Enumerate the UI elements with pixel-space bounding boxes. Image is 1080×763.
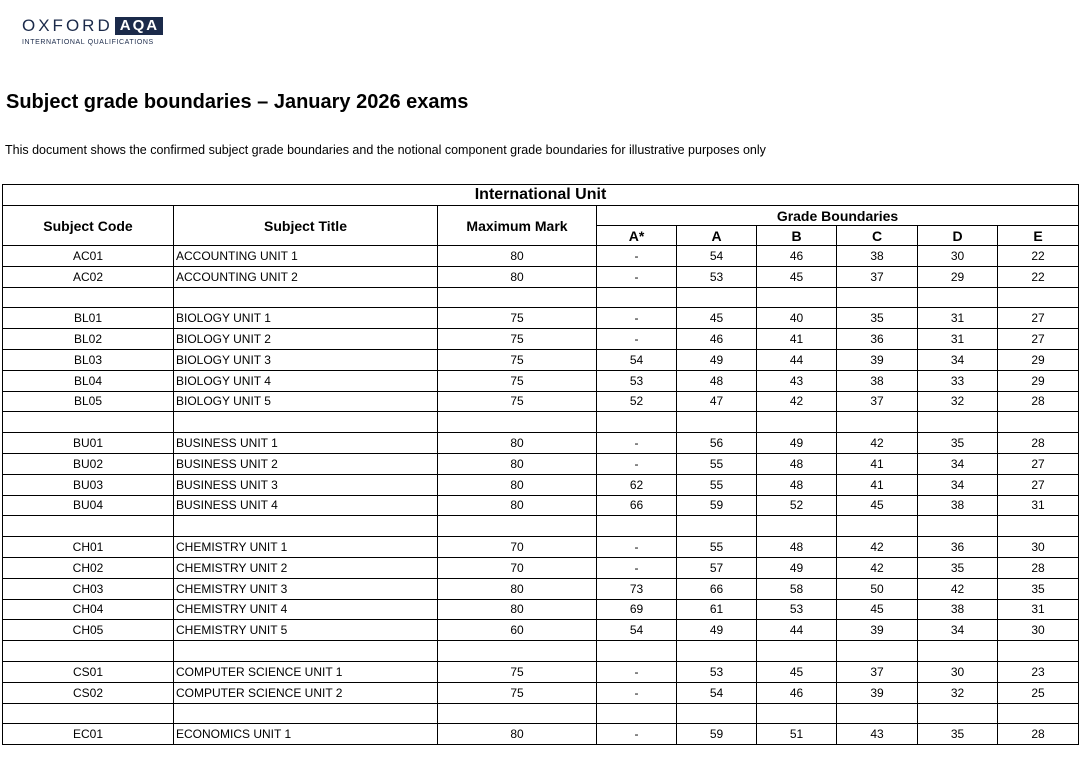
table-row: [3, 661, 1079, 682]
subject-title-cell: BIOLOGY UNIT 3: [174, 349, 438, 370]
grade-a-cell: 66: [677, 578, 757, 599]
empty-cell: [757, 516, 837, 537]
grade-c-cell: 39: [837, 349, 918, 370]
document-title: Subject grade boundaries – January 2026 exams: [6, 91, 469, 113]
subject-title-cell: BUSINESS UNIT 2: [174, 453, 438, 474]
grade-a-star-cell: 53: [597, 370, 677, 391]
grade-e-cell: 27: [998, 329, 1079, 350]
subject-title-cell: BUSINESS UNIT 1: [174, 433, 438, 454]
empty-cell: [918, 641, 998, 662]
empty-cell: [3, 412, 174, 433]
grade-a-cell: 54: [677, 682, 757, 703]
grade-d-cell: 33: [918, 370, 998, 391]
grade-d-cell: 34: [918, 349, 998, 370]
header-grade-e: E: [998, 226, 1079, 246]
subject-code-cell: BU03: [3, 474, 174, 495]
grade-a-cell: 45: [677, 308, 757, 329]
grade-d-cell: 34: [918, 474, 998, 495]
header-subject-code: Subject Code: [3, 206, 174, 246]
empty-cell: [757, 287, 837, 308]
header-grade-a: A: [677, 226, 757, 246]
grade-a-star-cell: -: [597, 308, 677, 329]
grade-a-cell: 47: [677, 391, 757, 412]
subject-code-cell: CS02: [3, 682, 174, 703]
maximum-mark-cell: 80: [438, 474, 597, 495]
grade-c-cell: 42: [837, 557, 918, 578]
grade-a-star-cell: 69: [597, 599, 677, 620]
grade-c-cell: 42: [837, 433, 918, 454]
grade-d-cell: 31: [918, 329, 998, 350]
empty-cell: [998, 516, 1079, 537]
subject-title-cell: CHEMISTRY UNIT 3: [174, 578, 438, 599]
table-section-title: International Unit: [3, 185, 1079, 206]
grade-e-cell: 29: [998, 349, 1079, 370]
grade-d-cell: 35: [918, 557, 998, 578]
grade-b-cell: 46: [757, 246, 837, 267]
empty-cell: [677, 287, 757, 308]
subject-title-cell: BIOLOGY UNIT 5: [174, 391, 438, 412]
empty-cell: [757, 703, 837, 724]
empty-cell: [998, 287, 1079, 308]
grade-d-cell: 30: [918, 246, 998, 267]
empty-cell: [174, 641, 438, 662]
table-row: [3, 474, 1079, 495]
grade-d-cell: 32: [918, 682, 998, 703]
grade-a-cell: 55: [677, 474, 757, 495]
table-body: [3, 246, 1079, 745]
grade-e-cell: 29: [998, 370, 1079, 391]
grade-b-cell: 44: [757, 349, 837, 370]
table-row: [3, 599, 1079, 620]
grade-a-cell: 46: [677, 329, 757, 350]
empty-cell: [757, 412, 837, 433]
subject-title-cell: BUSINESS UNIT 4: [174, 495, 438, 516]
maximum-mark-cell: 75: [438, 370, 597, 391]
grade-e-cell: 27: [998, 474, 1079, 495]
document-intro: This document shows the confirmed subject grade boundaries and the notional component grade boundaries for illustrative purposes only: [5, 143, 766, 157]
spacer-row: [3, 641, 1079, 662]
table-row: [3, 349, 1079, 370]
grade-a-cell: 55: [677, 537, 757, 558]
empty-cell: [677, 641, 757, 662]
maximum-mark-cell: 80: [438, 453, 597, 474]
table-row: [3, 266, 1079, 287]
grade-b-cell: 40: [757, 308, 837, 329]
maximum-mark-cell: 80: [438, 266, 597, 287]
grade-d-cell: 35: [918, 724, 998, 745]
empty-cell: [837, 287, 918, 308]
grade-a-cell: 61: [677, 599, 757, 620]
subject-title-cell: CHEMISTRY UNIT 1: [174, 537, 438, 558]
empty-cell: [597, 412, 677, 433]
table-row: [3, 329, 1079, 350]
empty-cell: [757, 641, 837, 662]
grade-b-cell: 45: [757, 266, 837, 287]
grade-a-cell: 49: [677, 349, 757, 370]
maximum-mark-cell: 80: [438, 578, 597, 599]
grade-c-cell: 43: [837, 724, 918, 745]
grade-b-cell: 51: [757, 724, 837, 745]
maximum-mark-cell: 70: [438, 537, 597, 558]
grade-e-cell: 30: [998, 620, 1079, 641]
grade-e-cell: 31: [998, 599, 1079, 620]
grade-c-cell: 42: [837, 537, 918, 558]
grade-b-cell: 41: [757, 329, 837, 350]
subject-title-cell: ACCOUNTING UNIT 2: [174, 266, 438, 287]
grade-b-cell: 43: [757, 370, 837, 391]
table-row: [3, 433, 1079, 454]
header-maximum-mark: Maximum Mark: [438, 206, 597, 246]
grade-b-cell: 45: [757, 661, 837, 682]
empty-cell: [837, 641, 918, 662]
maximum-mark-cell: 75: [438, 391, 597, 412]
empty-cell: [918, 703, 998, 724]
logo-aqa-text: AQA: [115, 17, 163, 35]
grade-c-cell: 39: [837, 682, 918, 703]
subject-code-cell: CH01: [3, 537, 174, 558]
subject-title-cell: CHEMISTRY UNIT 4: [174, 599, 438, 620]
table-row: [3, 724, 1079, 745]
grade-b-cell: 48: [757, 453, 837, 474]
subject-code-cell: CH04: [3, 599, 174, 620]
subject-title-cell: CHEMISTRY UNIT 5: [174, 620, 438, 641]
grade-b-cell: 58: [757, 578, 837, 599]
subject-title-cell: COMPUTER SCIENCE UNIT 1: [174, 661, 438, 682]
grade-e-cell: 27: [998, 453, 1079, 474]
subject-code-cell: BU04: [3, 495, 174, 516]
grade-a-star-cell: 62: [597, 474, 677, 495]
grade-a-cell: 56: [677, 433, 757, 454]
spacer-row: [3, 412, 1079, 433]
subject-code-cell: BL01: [3, 308, 174, 329]
grade-b-cell: 48: [757, 537, 837, 558]
empty-cell: [438, 287, 597, 308]
empty-cell: [174, 287, 438, 308]
table-row: [3, 391, 1079, 412]
grade-e-cell: 28: [998, 724, 1079, 745]
grade-a-star-cell: 73: [597, 578, 677, 599]
grade-a-star-cell: 52: [597, 391, 677, 412]
grade-c-cell: 45: [837, 495, 918, 516]
grade-d-cell: 38: [918, 599, 998, 620]
grade-a-star-cell: -: [597, 682, 677, 703]
empty-cell: [174, 412, 438, 433]
subject-code-cell: BL03: [3, 349, 174, 370]
table-row: [3, 308, 1079, 329]
table-row: [3, 453, 1079, 474]
table-row: [3, 682, 1079, 703]
subject-title-cell: BIOLOGY UNIT 2: [174, 329, 438, 350]
grade-b-cell: 49: [757, 557, 837, 578]
empty-cell: [918, 287, 998, 308]
grade-a-star-cell: -: [597, 453, 677, 474]
subject-title-cell: CHEMISTRY UNIT 2: [174, 557, 438, 578]
empty-cell: [837, 516, 918, 537]
grade-d-cell: 30: [918, 661, 998, 682]
subject-code-cell: CH03: [3, 578, 174, 599]
grade-a-cell: 53: [677, 661, 757, 682]
maximum-mark-cell: 75: [438, 329, 597, 350]
grade-b-cell: 52: [757, 495, 837, 516]
table-row: [3, 537, 1079, 558]
grade-c-cell: 39: [837, 620, 918, 641]
grade-d-cell: 32: [918, 391, 998, 412]
empty-cell: [438, 412, 597, 433]
maximum-mark-cell: 70: [438, 557, 597, 578]
grade-d-cell: 38: [918, 495, 998, 516]
grade-a-star-cell: -: [597, 537, 677, 558]
empty-cell: [597, 703, 677, 724]
spacer-row: [3, 516, 1079, 537]
grade-a-cell: 59: [677, 495, 757, 516]
maximum-mark-cell: 80: [438, 433, 597, 454]
grade-a-star-cell: 54: [597, 349, 677, 370]
grade-e-cell: 30: [998, 537, 1079, 558]
empty-cell: [438, 516, 597, 537]
grade-a-cell: 48: [677, 370, 757, 391]
empty-cell: [677, 703, 757, 724]
grade-boundaries-table: [2, 184, 1079, 745]
subject-code-cell: CH05: [3, 620, 174, 641]
table-row: [3, 557, 1079, 578]
grade-c-cell: 37: [837, 391, 918, 412]
maximum-mark-cell: 80: [438, 724, 597, 745]
grade-c-cell: 45: [837, 599, 918, 620]
grade-c-cell: 41: [837, 474, 918, 495]
header-grade-c: C: [837, 226, 918, 246]
subject-title-cell: ACCOUNTING UNIT 1: [174, 246, 438, 267]
empty-cell: [918, 412, 998, 433]
table-row: [3, 246, 1079, 267]
grade-d-cell: 31: [918, 308, 998, 329]
grade-a-cell: 55: [677, 453, 757, 474]
grade-c-cell: 38: [837, 246, 918, 267]
maximum-mark-cell: 75: [438, 308, 597, 329]
empty-cell: [3, 703, 174, 724]
grade-c-cell: 37: [837, 661, 918, 682]
maximum-mark-cell: 75: [438, 661, 597, 682]
subject-code-cell: BU02: [3, 453, 174, 474]
logo-wordmark: [22, 16, 172, 36]
grade-a-star-cell: -: [597, 661, 677, 682]
empty-cell: [837, 412, 918, 433]
empty-cell: [677, 516, 757, 537]
empty-cell: [597, 516, 677, 537]
empty-cell: [597, 641, 677, 662]
logo-oxford-text: OXFORD: [22, 16, 113, 35]
grade-b-cell: 49: [757, 433, 837, 454]
grade-e-cell: 28: [998, 433, 1079, 454]
empty-cell: [174, 703, 438, 724]
grade-d-cell: 36: [918, 537, 998, 558]
empty-cell: [3, 516, 174, 537]
empty-cell: [438, 641, 597, 662]
grade-e-cell: 22: [998, 246, 1079, 267]
empty-cell: [837, 703, 918, 724]
grade-d-cell: 29: [918, 266, 998, 287]
subject-code-cell: BL04: [3, 370, 174, 391]
subject-code-cell: BU01: [3, 433, 174, 454]
grade-e-cell: 27: [998, 308, 1079, 329]
spacer-row: [3, 703, 1079, 724]
subject-code-cell: BL05: [3, 391, 174, 412]
maximum-mark-cell: 75: [438, 682, 597, 703]
grade-e-cell: 23: [998, 661, 1079, 682]
grade-d-cell: 35: [918, 433, 998, 454]
grade-c-cell: 41: [837, 453, 918, 474]
grade-a-cell: 53: [677, 266, 757, 287]
grade-e-cell: 22: [998, 266, 1079, 287]
grade-a-star-cell: -: [597, 246, 677, 267]
maximum-mark-cell: 80: [438, 599, 597, 620]
empty-cell: [998, 703, 1079, 724]
grade-d-cell: 34: [918, 453, 998, 474]
grade-b-cell: 44: [757, 620, 837, 641]
header-grade-d: D: [918, 226, 998, 246]
empty-cell: [677, 412, 757, 433]
grade-a-cell: 49: [677, 620, 757, 641]
subject-code-cell: BL02: [3, 329, 174, 350]
grade-b-cell: 46: [757, 682, 837, 703]
grade-a-star-cell: -: [597, 266, 677, 287]
grade-d-cell: 34: [918, 620, 998, 641]
empty-cell: [918, 516, 998, 537]
grade-a-star-cell: 66: [597, 495, 677, 516]
grade-b-cell: 48: [757, 474, 837, 495]
header-grade-b: B: [757, 226, 837, 246]
header-grade-a-star: A*: [597, 226, 677, 246]
grade-e-cell: 28: [998, 557, 1079, 578]
table-row: [3, 620, 1079, 641]
empty-cell: [998, 641, 1079, 662]
grade-a-cell: 59: [677, 724, 757, 745]
header-subject-title: Subject Title: [174, 206, 438, 246]
logo-tagline: INTERNATIONAL QUALIFICATIONS: [22, 39, 154, 46]
table-row: [3, 370, 1079, 391]
grade-a-star-cell: 54: [597, 620, 677, 641]
grade-a-star-cell: -: [597, 433, 677, 454]
subject-code-cell: AC02: [3, 266, 174, 287]
grade-e-cell: 25: [998, 682, 1079, 703]
empty-cell: [174, 516, 438, 537]
subject-title-cell: ECONOMICS UNIT 1: [174, 724, 438, 745]
header-grade-boundaries: Grade Boundaries: [597, 206, 1079, 226]
maximum-mark-cell: 60: [438, 620, 597, 641]
grade-e-cell: 31: [998, 495, 1079, 516]
empty-cell: [998, 412, 1079, 433]
subject-code-cell: EC01: [3, 724, 174, 745]
empty-cell: [3, 287, 174, 308]
subject-code-cell: CS01: [3, 661, 174, 682]
grade-b-cell: 53: [757, 599, 837, 620]
spacer-row: [3, 287, 1079, 308]
grade-c-cell: 36: [837, 329, 918, 350]
grade-e-cell: 28: [998, 391, 1079, 412]
subject-code-cell: CH02: [3, 557, 174, 578]
empty-cell: [438, 703, 597, 724]
grade-a-cell: 57: [677, 557, 757, 578]
grade-d-cell: 42: [918, 578, 998, 599]
subject-title-cell: BIOLOGY UNIT 4: [174, 370, 438, 391]
table-row: [3, 578, 1079, 599]
grade-a-star-cell: -: [597, 557, 677, 578]
maximum-mark-cell: 80: [438, 246, 597, 267]
grade-c-cell: 35: [837, 308, 918, 329]
subject-code-cell: AC01: [3, 246, 174, 267]
oxford-aqa-logo: [22, 16, 172, 48]
subject-title-cell: COMPUTER SCIENCE UNIT 2: [174, 682, 438, 703]
grade-a-star-cell: -: [597, 329, 677, 350]
empty-cell: [597, 287, 677, 308]
subject-title-cell: BUSINESS UNIT 3: [174, 474, 438, 495]
maximum-mark-cell: 80: [438, 495, 597, 516]
subject-title-cell: BIOLOGY UNIT 1: [174, 308, 438, 329]
maximum-mark-cell: 75: [438, 349, 597, 370]
grade-c-cell: 38: [837, 370, 918, 391]
table-row: [3, 495, 1079, 516]
grade-e-cell: 35: [998, 578, 1079, 599]
grade-c-cell: 50: [837, 578, 918, 599]
grade-b-cell: 42: [757, 391, 837, 412]
empty-cell: [3, 641, 174, 662]
grade-a-star-cell: -: [597, 724, 677, 745]
grade-a-cell: 54: [677, 246, 757, 267]
grade-c-cell: 37: [837, 266, 918, 287]
